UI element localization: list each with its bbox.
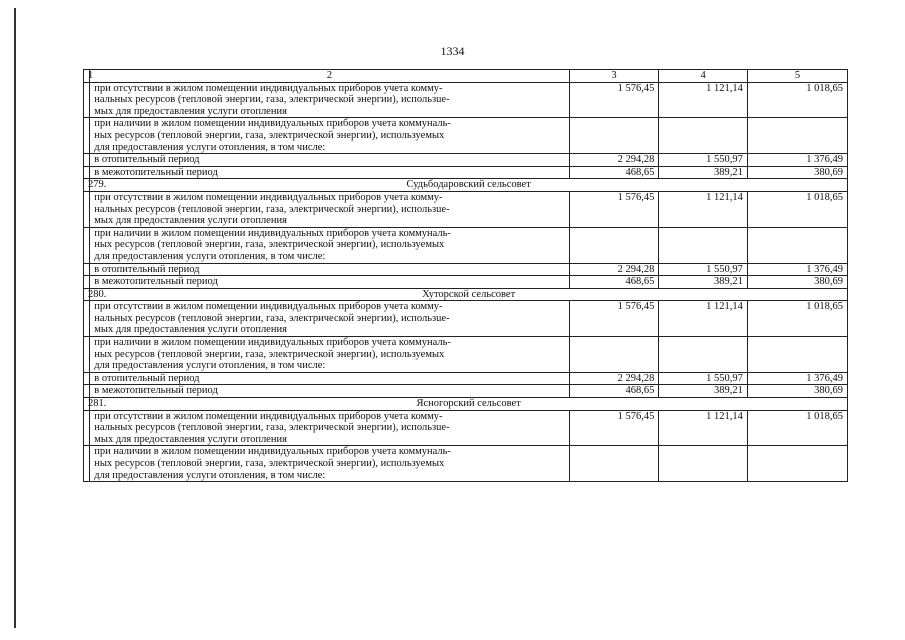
value-cell: 1 121,14 bbox=[659, 410, 748, 446]
description-cell: в межотопительный период bbox=[90, 276, 569, 289]
value-cell: 2 294,28 bbox=[569, 154, 659, 167]
value-cell: 389,21 bbox=[659, 276, 748, 289]
value-cell bbox=[659, 118, 748, 154]
header-cell: 4 bbox=[659, 70, 748, 83]
value-cell: 1 576,45 bbox=[569, 301, 659, 337]
value-cell: 468,65 bbox=[569, 166, 659, 179]
value-cell: 2 294,28 bbox=[569, 263, 659, 276]
section-header-row bbox=[84, 179, 848, 192]
page-number: 1334 bbox=[440, 44, 465, 58]
description-cell: при отсутствии в жилом помещении индивидуальных приборов учета комму- нальных ресурсов (тепловой энергии, газа, электрической энергии), использue- мых для предоставления услуги отопления bbox=[90, 191, 569, 227]
description-cell: в межотопительный период bbox=[90, 166, 569, 179]
value-cell bbox=[747, 227, 847, 263]
section-name: Судьбодаровский сельсовет bbox=[90, 179, 848, 192]
value-cell: 1 376,49 bbox=[747, 263, 847, 276]
description-cell: при отсутствии в жилом помещении индивидуальных приборов учета комму- нальных ресурсов (тепловой энергии, газа, электрической энергии), использue- мых для предоставления услуги отопления bbox=[90, 301, 569, 337]
value-cell: 389,21 bbox=[659, 385, 748, 398]
value-cell bbox=[569, 227, 659, 263]
table-row bbox=[84, 166, 848, 179]
section-header-row bbox=[84, 398, 848, 411]
section-number: 281. bbox=[84, 398, 90, 411]
value-cell bbox=[569, 446, 659, 482]
header-cell: 1 bbox=[84, 70, 90, 83]
description-cell: в отопительный период bbox=[90, 372, 569, 385]
value-cell: 380,69 bbox=[747, 385, 847, 398]
table-row bbox=[84, 227, 848, 263]
value-cell: 1 550,97 bbox=[659, 154, 748, 167]
table-row bbox=[84, 118, 848, 154]
value-cell: 1 018,65 bbox=[747, 191, 847, 227]
table-row bbox=[84, 446, 848, 482]
table-row bbox=[84, 191, 848, 227]
header-cell: 5 bbox=[747, 70, 847, 83]
value-cell: 1 018,65 bbox=[747, 301, 847, 337]
value-cell bbox=[659, 446, 748, 482]
description-cell: при наличии в жилом помещении индивидуальных приборов учета коммуналь- ных ресурсов (тепловой энергии, газа, электрической энергии), используемых для предоставления услуги отопления, в том числе: bbox=[90, 337, 569, 373]
value-cell bbox=[747, 118, 847, 154]
tariff-table bbox=[83, 69, 848, 482]
table-row bbox=[84, 337, 848, 373]
description-cell: при наличии в жилом помещении индивидуальных приборов учета коммуналь- ных ресурсов (тепловой энергии, газа, электрической энергии), используемых для предоставления услуги отопления, в том числе: bbox=[90, 446, 569, 482]
value-cell: 389,21 bbox=[659, 166, 748, 179]
table-row bbox=[84, 263, 848, 276]
description-cell: при отсутствии в жилом помещении индивидуальных приборов учета комму- нальных ресурсов (тепловой энергии, газа, электрической энергии), использue- мых для предоставления услуги отопления bbox=[90, 82, 569, 118]
header-cell: 2 bbox=[90, 70, 569, 83]
value-cell: 1 121,14 bbox=[659, 191, 748, 227]
value-cell: 1 121,14 bbox=[659, 82, 748, 118]
header-cell: 3 bbox=[569, 70, 659, 83]
table-row bbox=[84, 410, 848, 446]
value-cell: 380,69 bbox=[747, 166, 847, 179]
table-row bbox=[84, 372, 848, 385]
value-cell: 380,69 bbox=[747, 276, 847, 289]
value-cell bbox=[659, 227, 748, 263]
value-cell: 1 121,14 bbox=[659, 301, 748, 337]
section-header-row bbox=[84, 288, 848, 301]
table-row bbox=[84, 276, 848, 289]
table-row bbox=[84, 385, 848, 398]
description-cell: при отсутствии в жилом помещении индивидуальных приборов учета комму- нальных ресурсов (тепловой энергии, газа, электрической энергии), использue- мых для предоставления услуги отопления bbox=[90, 410, 569, 446]
table-row bbox=[84, 154, 848, 167]
value-cell: 1 376,49 bbox=[747, 154, 847, 167]
description-cell: при наличии в жилом помещении индивидуальных приборов учета коммуналь- ных ресурсов (тепловой энергии, газа, электрической энергии), используемых для предоставления услуги отопления, в том числе: bbox=[90, 118, 569, 154]
value-cell: 1 018,65 bbox=[747, 82, 847, 118]
description-cell: в межотопительный период bbox=[90, 385, 569, 398]
section-number: 280. bbox=[84, 288, 90, 301]
table-row bbox=[84, 82, 848, 118]
value-cell bbox=[569, 337, 659, 373]
value-cell: 2 294,28 bbox=[569, 372, 659, 385]
value-cell: 1 550,97 bbox=[659, 263, 748, 276]
table-row bbox=[84, 301, 848, 337]
section-name: Хуторской сельсовет bbox=[90, 288, 848, 301]
description-cell: в отопительный период bbox=[90, 263, 569, 276]
value-cell: 468,65 bbox=[569, 385, 659, 398]
section-name: Ясногорский сельсовет bbox=[90, 398, 848, 411]
value-cell bbox=[747, 337, 847, 373]
value-cell: 1 550,97 bbox=[659, 372, 748, 385]
value-cell: 1 576,45 bbox=[569, 191, 659, 227]
binding-line bbox=[14, 8, 16, 628]
value-cell: 1 576,45 bbox=[569, 82, 659, 118]
value-cell bbox=[747, 446, 847, 482]
description-cell: при наличии в жилом помещении индивидуальных приборов учета коммуналь- ных ресурсов (тепловой энергии, газа, электрической энергии), используемых для предоставления услуги отопления, в том числе: bbox=[90, 227, 569, 263]
section-number: 279. bbox=[84, 179, 90, 192]
value-cell: 1 576,45 bbox=[569, 410, 659, 446]
value-cell bbox=[569, 118, 659, 154]
description-cell: в отопительный период bbox=[90, 154, 569, 167]
value-cell: 1 376,49 bbox=[747, 372, 847, 385]
value-cell: 1 018,65 bbox=[747, 410, 847, 446]
value-cell: 468,65 bbox=[569, 276, 659, 289]
value-cell bbox=[659, 337, 748, 373]
table-header-row bbox=[84, 70, 848, 83]
